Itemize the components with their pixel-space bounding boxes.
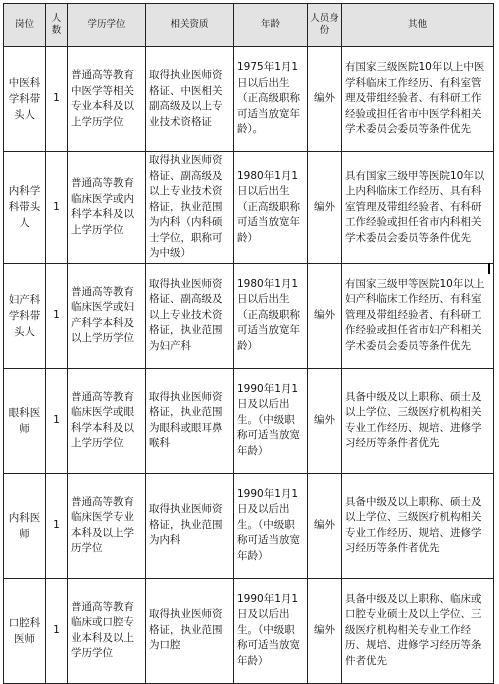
cell-education: 普通高等教育临床医学或内科学本科及以上学历学位 (68, 152, 146, 264)
cell-status: 编外 (308, 152, 342, 264)
cell-qualification: 取得执业医师资格证，执业范围为内科 (146, 473, 234, 578)
header-age: 年龄 (234, 4, 308, 47)
cell-status: 编外 (308, 473, 342, 578)
header-other: 其他 (342, 4, 494, 47)
cell-other: 具备中级及以上职称、硕士及以上学位、三级医疗机构相关专业工作经历、规培、进修学习经历等条件者优先 (342, 368, 494, 473)
cell-qualification: 取得执业医师资格证、副高级及以上专业技术资格证，执业范围为内科（内科硕士学位，职称可为中级） (146, 152, 234, 264)
cell-number: 1 (46, 152, 68, 264)
table-body (4, 47, 494, 684)
cell-qualification: 取得执业医师资格证，执业范围为眼科或眼耳鼻喉科 (146, 368, 234, 473)
table-row (4, 263, 494, 368)
table-header (4, 4, 494, 47)
cell-education: 普通高等教育临床医学或妇产科学本科及以上学历学位 (68, 263, 146, 368)
table-row (4, 473, 494, 578)
recruitment-table-wrapper (3, 3, 493, 684)
cell-other: 具有国家三级甲等医院10年以上内科临床工作经历、具有科室管理及带组经验者、有科研工作经验或担任省市内科相关学术委员会委员等条件优先 (342, 152, 494, 264)
cell-status: 编外 (308, 47, 342, 152)
cell-age: 1990年1月1日及以后出生。（中级职称可适当放宽年龄） (234, 473, 308, 578)
table-row (4, 578, 494, 683)
header-post: 岗位 (4, 4, 46, 47)
cell-education: 普通高等教育临床或口腔专业本科及以上学历学位 (68, 578, 146, 683)
cell-other: 具备中级及以上职称、硕士及以上学位、三级医疗机构相关专业工作经历、规培、进修学习经历等条件者优先 (342, 473, 494, 578)
text-cursor-mark (488, 263, 490, 274)
cell-number: 1 (46, 368, 68, 473)
cell-qualification: 取得执业医师资格证，执业范围为口腔 (146, 578, 234, 683)
cell-age: 1980年1月1日以后出生（正高级职称可适当放宽年龄） (234, 152, 308, 264)
cell-education: 普通高等教育中医学等相关专业本科及以上学历学位 (68, 47, 146, 152)
cell-other: 有国家三级甲等医院10年以上妇产科临床工作经历、有科室管理及带组经验者、有科研工作经验或担任省市妇产科相关学术委员会委员等条件优先 (342, 263, 494, 368)
cell-other: 有国家三级医院10年以上中医学科临床工作经历、有科室管理及带组经验者、有科研工作经验或担任省市中医学科相关学术委员会委员等条件优先 (342, 47, 494, 152)
header-status: 人员身份 (308, 4, 342, 47)
recruitment-table (3, 3, 494, 684)
table-row (4, 152, 494, 264)
header-row (4, 4, 494, 47)
cell-post: 内科医师 (4, 473, 46, 578)
cell-status: 编外 (308, 263, 342, 368)
cell-age: 1990年1月1日及以后出生。（中级职称可适当放宽年龄） (234, 578, 308, 683)
header-education: 学历学位 (68, 4, 146, 47)
cell-status: 编外 (308, 368, 342, 473)
cell-age: 1990年1月1日及以后出生。（中级职称可适当放宽年龄） (234, 368, 308, 473)
table-row (4, 47, 494, 152)
cell-qualification: 取得执业医师资格证、中医相关副高级及以上专业技术资格证 (146, 47, 234, 152)
header-qualification: 相关资质 (146, 4, 234, 47)
cell-post: 中医科学科带头人 (4, 47, 46, 152)
cell-qualification: 取得执业医师资格证、副高级及以上专业技术资格证，执业范围为妇产科 (146, 263, 234, 368)
cell-other: 具备中级及以上职称、临床或口腔专业硕士及以上学位、三级医疗机构相关专业工作经历、规培、进修学习经历等条件者优先 (342, 578, 494, 683)
cell-education: 普通高等教育临床医学专业本科及以上学历学位 (68, 473, 146, 578)
cell-number: 1 (46, 263, 68, 368)
cell-post: 口腔科医师 (4, 578, 46, 683)
cell-post: 内科学科带头人 (4, 152, 46, 264)
cell-status: 编外 (308, 578, 342, 683)
cell-age: 1975年1月1日以后出生（正高级职称可适当放宽年龄）。 (234, 47, 308, 152)
cell-number: 1 (46, 47, 68, 152)
cell-post: 妇产科学科带头人 (4, 263, 46, 368)
cell-number: 1 (46, 473, 68, 578)
header-number: 人数 (46, 4, 68, 47)
table-row (4, 368, 494, 473)
cell-number: 1 (46, 578, 68, 683)
cell-age: 1980年1月1日以后出生（正高级职称可适当放宽年龄） (234, 263, 308, 368)
cell-education: 普通高等教育临床医学或眼科学本科及以上学历学位 (68, 368, 146, 473)
cell-post: 眼科医师 (4, 368, 46, 473)
